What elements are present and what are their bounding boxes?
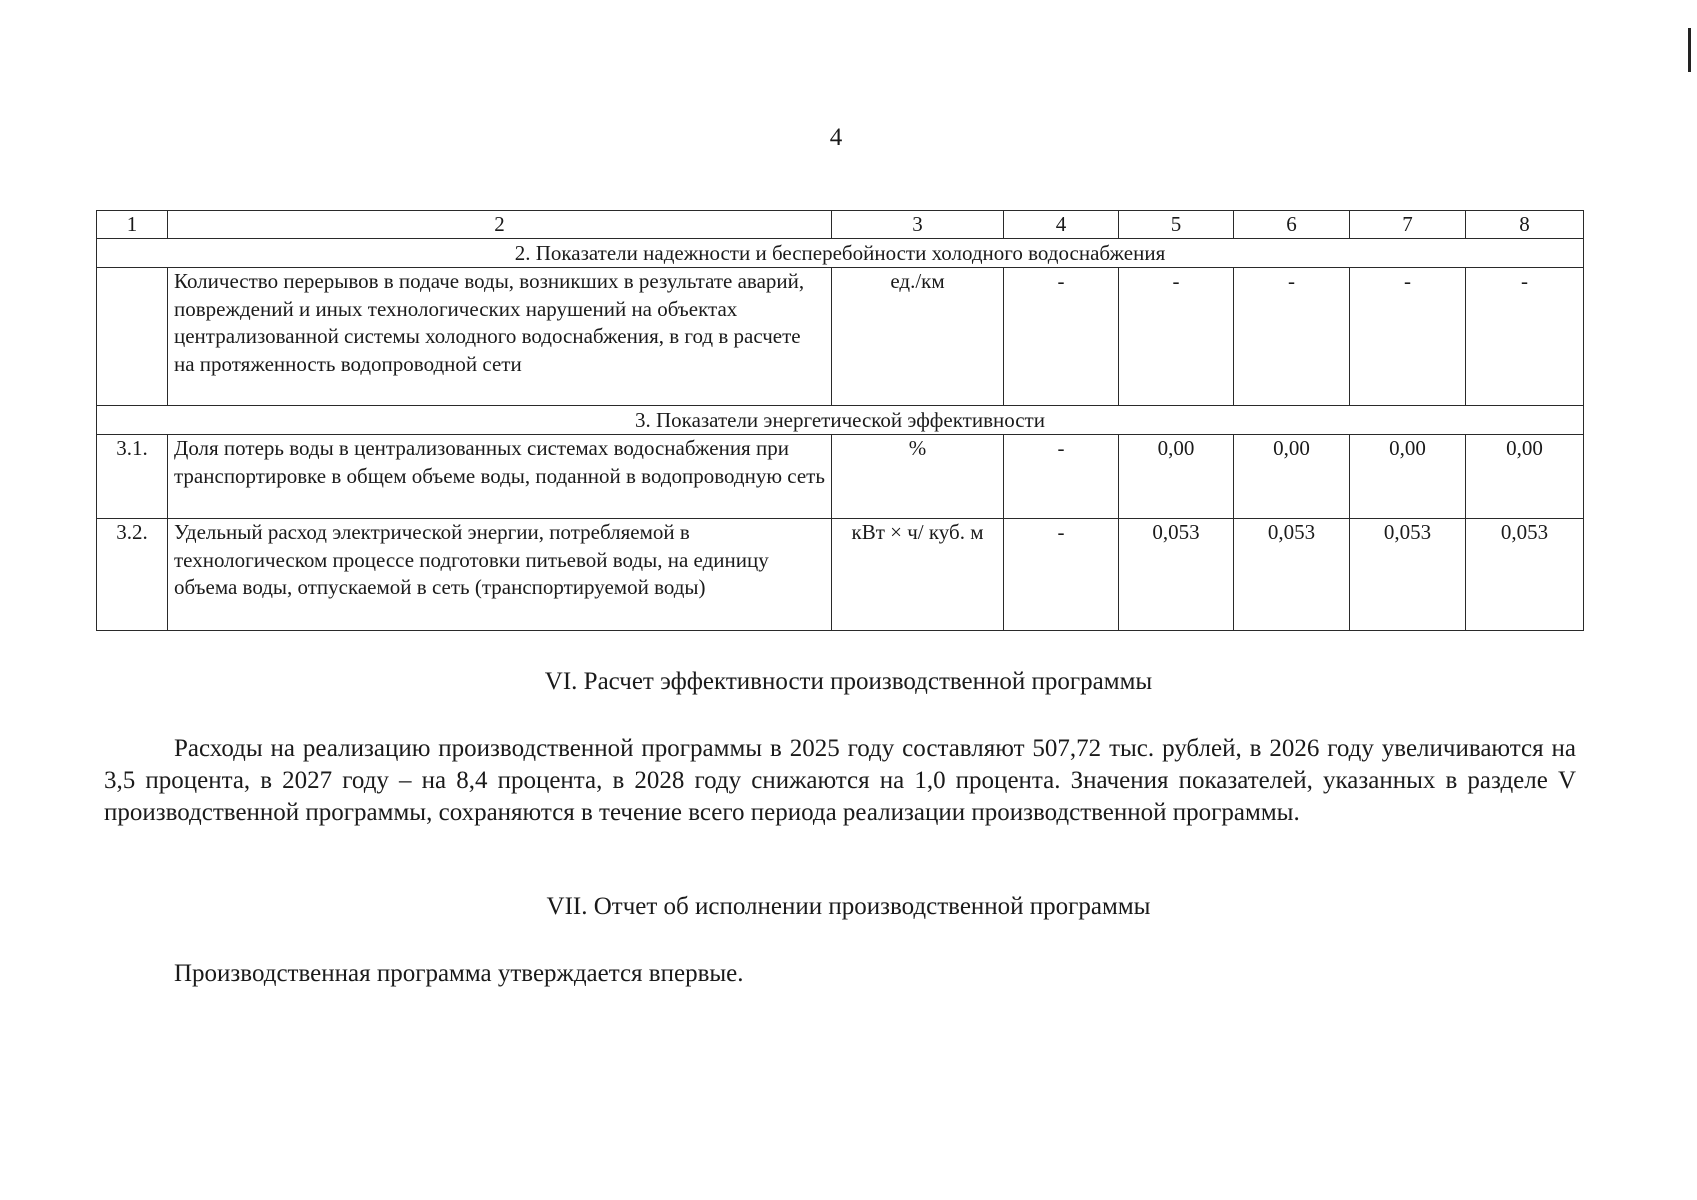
- section-row: [97, 239, 1584, 268]
- row-value: 0,00: [1119, 435, 1234, 519]
- section-title: 3. Показатели энергетической эффективности: [97, 406, 1584, 435]
- section-vii-heading: VII. Отчет об исполнении производственной программы: [546, 893, 1151, 920]
- row-value: -: [1234, 268, 1350, 406]
- section-vi-heading: VI. Расчет эффективности производственной программы: [544, 668, 1153, 695]
- row-value: 0,00: [1234, 435, 1350, 519]
- row-value: -: [1350, 268, 1466, 406]
- row-value: 0,053: [1234, 519, 1350, 631]
- table-row: [97, 435, 1584, 519]
- row-value: -: [1004, 268, 1119, 406]
- section-row: [97, 406, 1584, 435]
- indicators-table: [96, 210, 1584, 631]
- row-value: 0,00: [1466, 435, 1584, 519]
- row-value: -: [1466, 268, 1584, 406]
- table-header-row: [97, 211, 1584, 239]
- row-unit: %: [832, 435, 1004, 519]
- section-title: 2. Показатели надежности и бесперебойности холодного водоснабжения: [97, 239, 1584, 268]
- header-cell: 1: [97, 211, 168, 239]
- row-number: 3.1.: [97, 435, 168, 519]
- header-cell: 7: [1350, 211, 1466, 239]
- header-cell: 2: [168, 211, 832, 239]
- row-description: Доля потерь воды в централизованных системах водоснабжения при транспортировке в общем объеме воды, поданной в водопроводную сеть: [168, 435, 832, 519]
- table-row: [97, 519, 1584, 631]
- row-value: 0,053: [1119, 519, 1234, 631]
- row-value: -: [1004, 435, 1119, 519]
- header-cell: 6: [1234, 211, 1350, 239]
- row-value: 0,053: [1350, 519, 1466, 631]
- header-cell: 5: [1119, 211, 1234, 239]
- row-description: Удельный расход электрической энергии, потребляемой в технологическом процессе подготовки питьевой воды, на единицу объема воды, отпускаемой в сеть (транспортируемой воды): [168, 519, 832, 631]
- row-number: 3.2.: [97, 519, 168, 631]
- row-value: -: [1119, 268, 1234, 406]
- scan-edge-mark: [1688, 28, 1691, 72]
- row-number: [97, 268, 168, 406]
- header-cell: 4: [1004, 211, 1119, 239]
- row-value: 0,053: [1466, 519, 1584, 631]
- header-cell: 3: [832, 211, 1004, 239]
- row-unit: кВт × ч/ куб. м: [832, 519, 1004, 631]
- row-description: Количество перерывов в подаче воды, возникших в результате аварий, повреждений и иных технологических нарушений на объектах централизованной системы холодного водоснабжения, в год в расчете на протяженность водопроводной сети: [168, 268, 832, 406]
- page-number: 4: [829, 124, 843, 151]
- row-value: -: [1004, 519, 1119, 631]
- section-vii-paragraph: Производственная программа утверждается впервые.: [174, 960, 744, 987]
- header-cell: 8: [1466, 211, 1584, 239]
- section-vi-paragraph: Расходы на реализацию производственной программы в 2025 году составляют 507,72 тыс. рублей, в 2026 году увеличиваются на 3,5 процента, в 2027 году – на 8,4 процента, в 2028 году снижаются на 1,0 процента. Значения показателей, указанных в разделе V производственной программы, сохраняются в течение всего периода реализации производственной программы.: [104, 735, 1576, 826]
- table-row: [97, 268, 1584, 406]
- row-value: 0,00: [1350, 435, 1466, 519]
- row-unit: ед./км: [832, 268, 1004, 406]
